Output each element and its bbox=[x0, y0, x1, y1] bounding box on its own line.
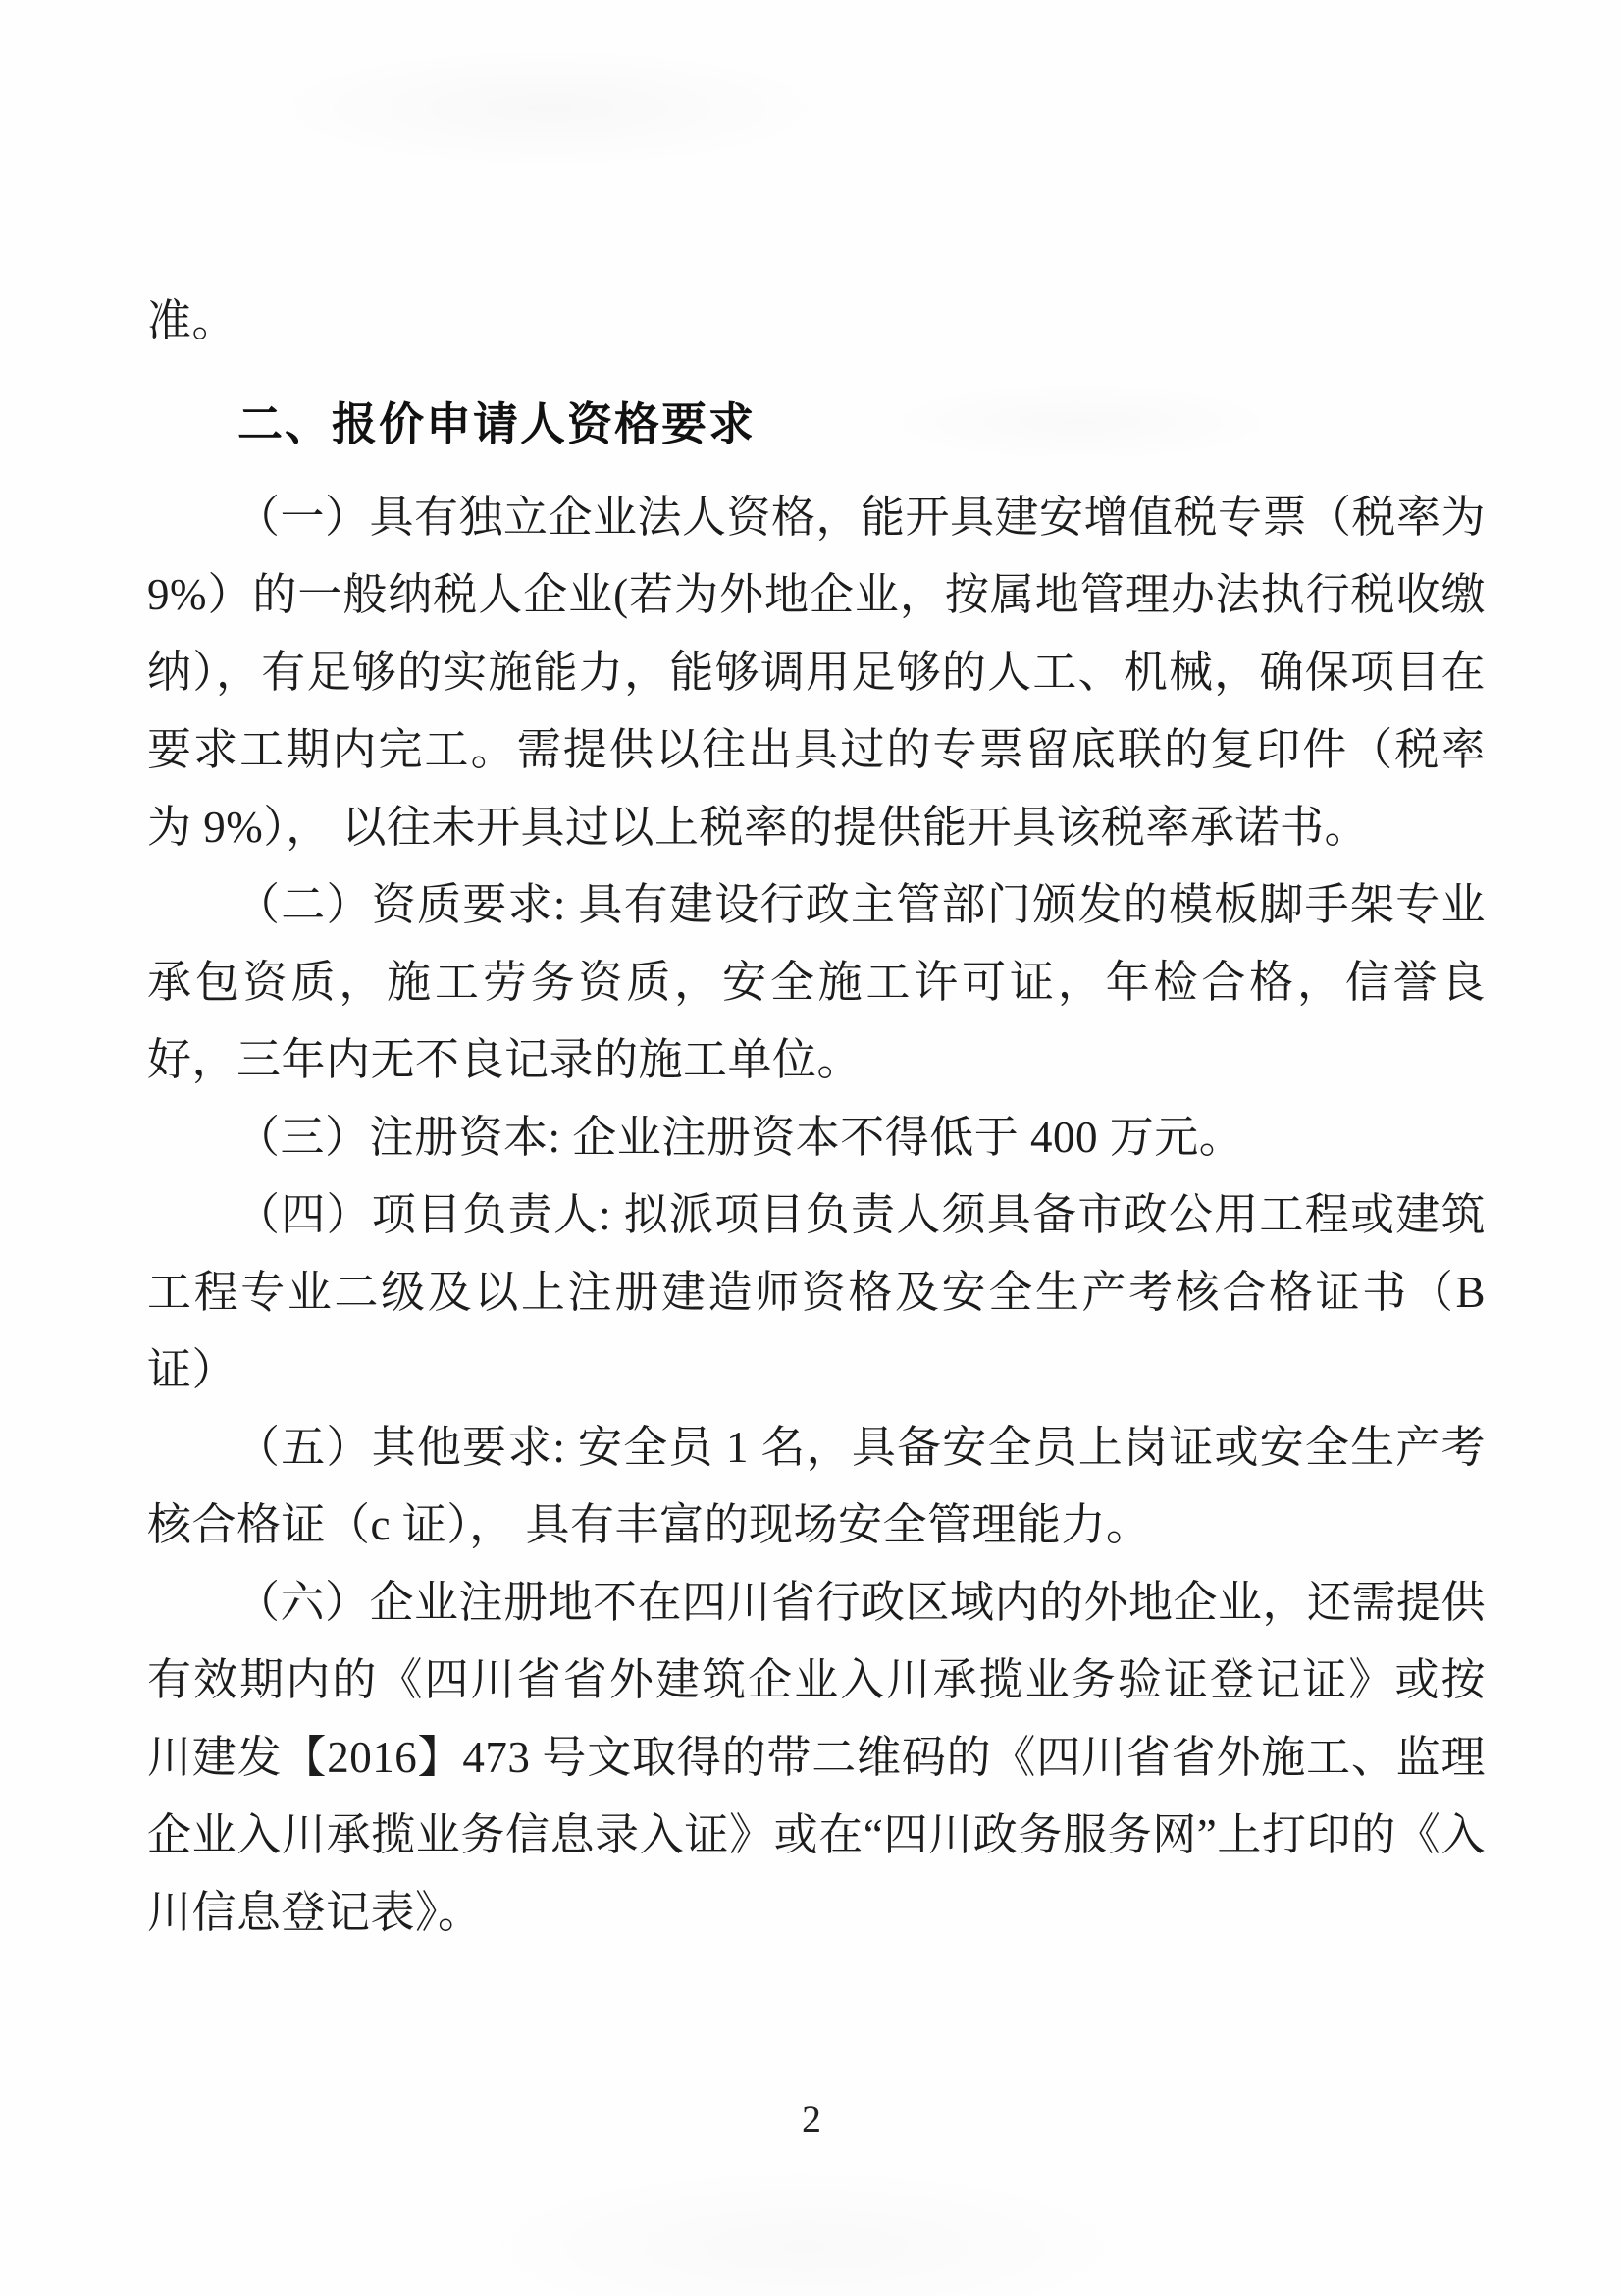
paragraph-requirement-1: （一）具有独立企业法人资格，能开具建安增值税专票（税率为 9%）的一般纳税人企业(若为外地企业，按属地管理办法执行税收缴纳），有足够的实施能力，能够调用足够的人工、机械，确保项目在要求工期内完工。需提供以往出具过的专票留底联的复印件（税率为 9%）， 以往未开具过以上税率的提供能开具该税率承诺书。 bbox=[147, 493, 1487, 852]
paragraph-requirement-4: （四）项目负责人: 拟派项目负责人须具备市政公用工程或建筑工程专业二级及以上注册建造师资格及安全生产考核合格证书（B 证） bbox=[147, 1190, 1486, 1394]
section-heading: 二、报价申请人资格要求 bbox=[237, 398, 756, 449]
paragraph-requirement-3: （三）注册资本: 企业注册资本不得低于 400 万元。 bbox=[236, 1113, 1244, 1162]
paragraph-requirement-2: （二）资质要求: 具有建设行政主管部门颁发的模板脚手架专业承包资质，施工劳务资质，安全施工许可证，年检合格，信誉良好，三年内无不良记录的施工单位。 bbox=[147, 880, 1486, 1084]
paragraph-requirement-5: （五）其他要求: 安全员 1 名，具备安全员上岗证或安全生产考核合格证（c 证）， 具有丰富的现场安全管理能力。 bbox=[147, 1423, 1486, 1549]
document-body bbox=[147, 283, 1486, 1952]
carryover-line: 准。 bbox=[147, 296, 237, 345]
page-number: 2 bbox=[802, 2097, 821, 2141]
paragraph-requirement-6: （六）企业注册地不在四川省行政区域内的外地企业，还需提供有效期内的《四川省省外建筑企业入川承揽业务验证登记证》或按川建发【2016】473 号文取得的带二维码的《四川省省外施工、监理企业入川承揽业务信息录入证》或在“四川政务服务网”上打印的《入川信息登记表》。 bbox=[147, 1578, 1487, 1937]
